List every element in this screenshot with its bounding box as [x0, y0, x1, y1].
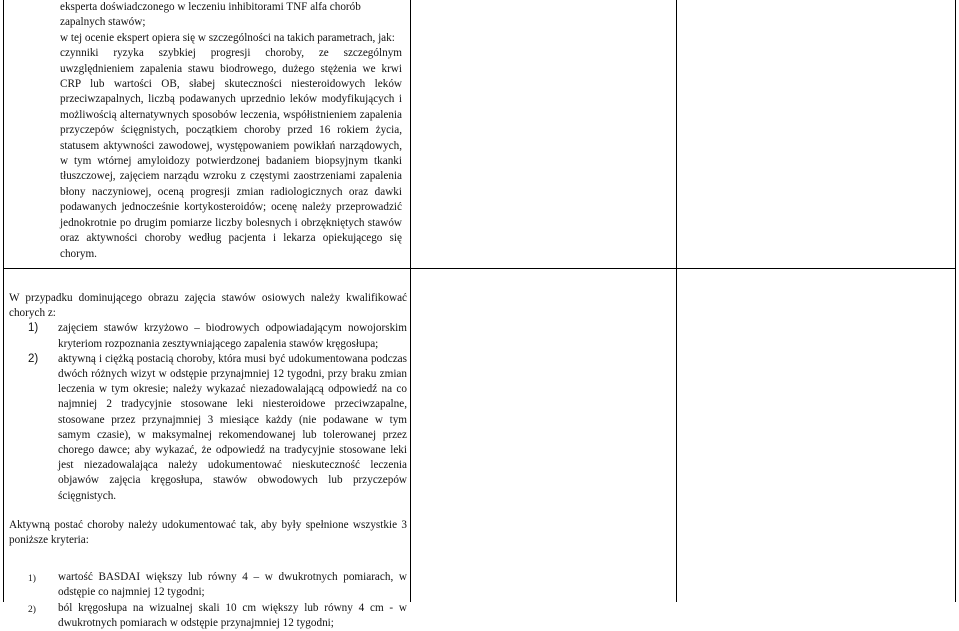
- top-line-1: eksperta doświadczonego w leczeniu inhibitorami TNF alfa chorób zapalnych stawów;: [60, 1, 361, 29]
- list-number: 2): [28, 352, 39, 365]
- bottom-cell-text: [9, 291, 407, 631]
- list-text: aktywną i ciężką postacią choroby, która musi być udokumentowana podczas dwóch różnych wizyt w odstępie przynajmniej 12 tygodni, przy braku zmian leczenia w tym okresie; należy wykazać niezadowalającą odpowiedź na co najmniej 2 tradycyjnie stosowane leki niesteroidowe przeciwzapalne, stosowane przez przynajmniej 3 miesiące każdy (nie podawane w tym samym czasie), w maksymalnej rekomendowanej lub tolerowanej przez chorego dawce; aby wykazać, że odpowiedź na tradycyjnie stosowane leki jest niezadowalająca należy udokumentować nieskuteczność leczenia objawów zajęcia kręgosłupa, stawów obwodowych lub przyczepów ścięgnistych.: [58, 352, 407, 502]
- list-item: [9, 570, 407, 600]
- column-divider-2: [676, 0, 677, 602]
- list-text: wartość BASDAI większy lub równy 4 – w dwukrotnych pomiarach, w odstępie co najmniej 12 tygodni;: [58, 571, 407, 599]
- top-line-2: w tej ocenie ekspert opiera się w szczególności na takich parametrach, jak:: [60, 31, 395, 44]
- list-text: ból kręgosłupa na wizualnej skali 10 cm większy lub równy 4 cm - w dwukrotnych pomiarach w odstępie przynajmniej 12 tygodni;: [58, 601, 407, 629]
- criteria-list: [9, 570, 407, 631]
- criteria-intro: Aktywną postać choroby należy udokumentować tak, aby były spełnione wszystkie 3 poniższe kryteria:: [9, 518, 407, 547]
- column-divider-1: [410, 0, 411, 602]
- list-number: 2): [28, 604, 36, 615]
- list-number: 1): [28, 322, 39, 335]
- list-item: [9, 321, 407, 351]
- list-item: [9, 352, 407, 504]
- top-paragraph: czynniki ryzyka szybkiej progresji choroby, ze szczególnym uwzględnieniem zapalenia stawu biodrowego, dużego stężenia we krwi CRP lub wartości OB, słabej skuteczności niesteroidowych leków przeciwzapalnych, liczbą podawanych uprzednio leków modyfikujących i możliwością alternatywnych sposobów leczenia, współistnieniem zapalenia przyczepów ścięgnistych, początkiem choroby przed 16 rokiem życia, statusem aktywności zawodowej, występowaniem powikłań narządowych, w tym wtórnej amyloidozy potwierdzonej badaniem biopsyjnym tkanki tłuszczowej, zajęciem narządu wzroku z częstymi zaostrzeniami zapalenia błony naczyniowej, oceną progresji zmian radiologicznych oraz dawki podawanych jednocześnie kortykosteroidów; ocenę należy przeprowadzić jednokrotnie po drugim pomiarze liczby bolesnych i obrzękniętych stawów oraz aktywności choroby według pacjenta i lekarza opiekującego się chorym.: [60, 47, 402, 260]
- list-number: 1): [28, 574, 36, 585]
- list-item: [9, 601, 407, 631]
- qualification-intro: W przypadku dominującego obrazu zajęcia stawów osiowych należy kwalifikować chorych z:: [9, 292, 407, 320]
- table-border-left: [3, 0, 4, 602]
- row-divider: [3, 268, 956, 269]
- list-text: zajęciem stawów krzyżowo – biodrowych odpowiadającym nowojorskim kryteriom rozpoznania zesztywniającego zapalenia stawów kręgosłupa;: [58, 322, 407, 350]
- table-border-right: [955, 0, 956, 602]
- top-cell-text: [60, 0, 402, 262]
